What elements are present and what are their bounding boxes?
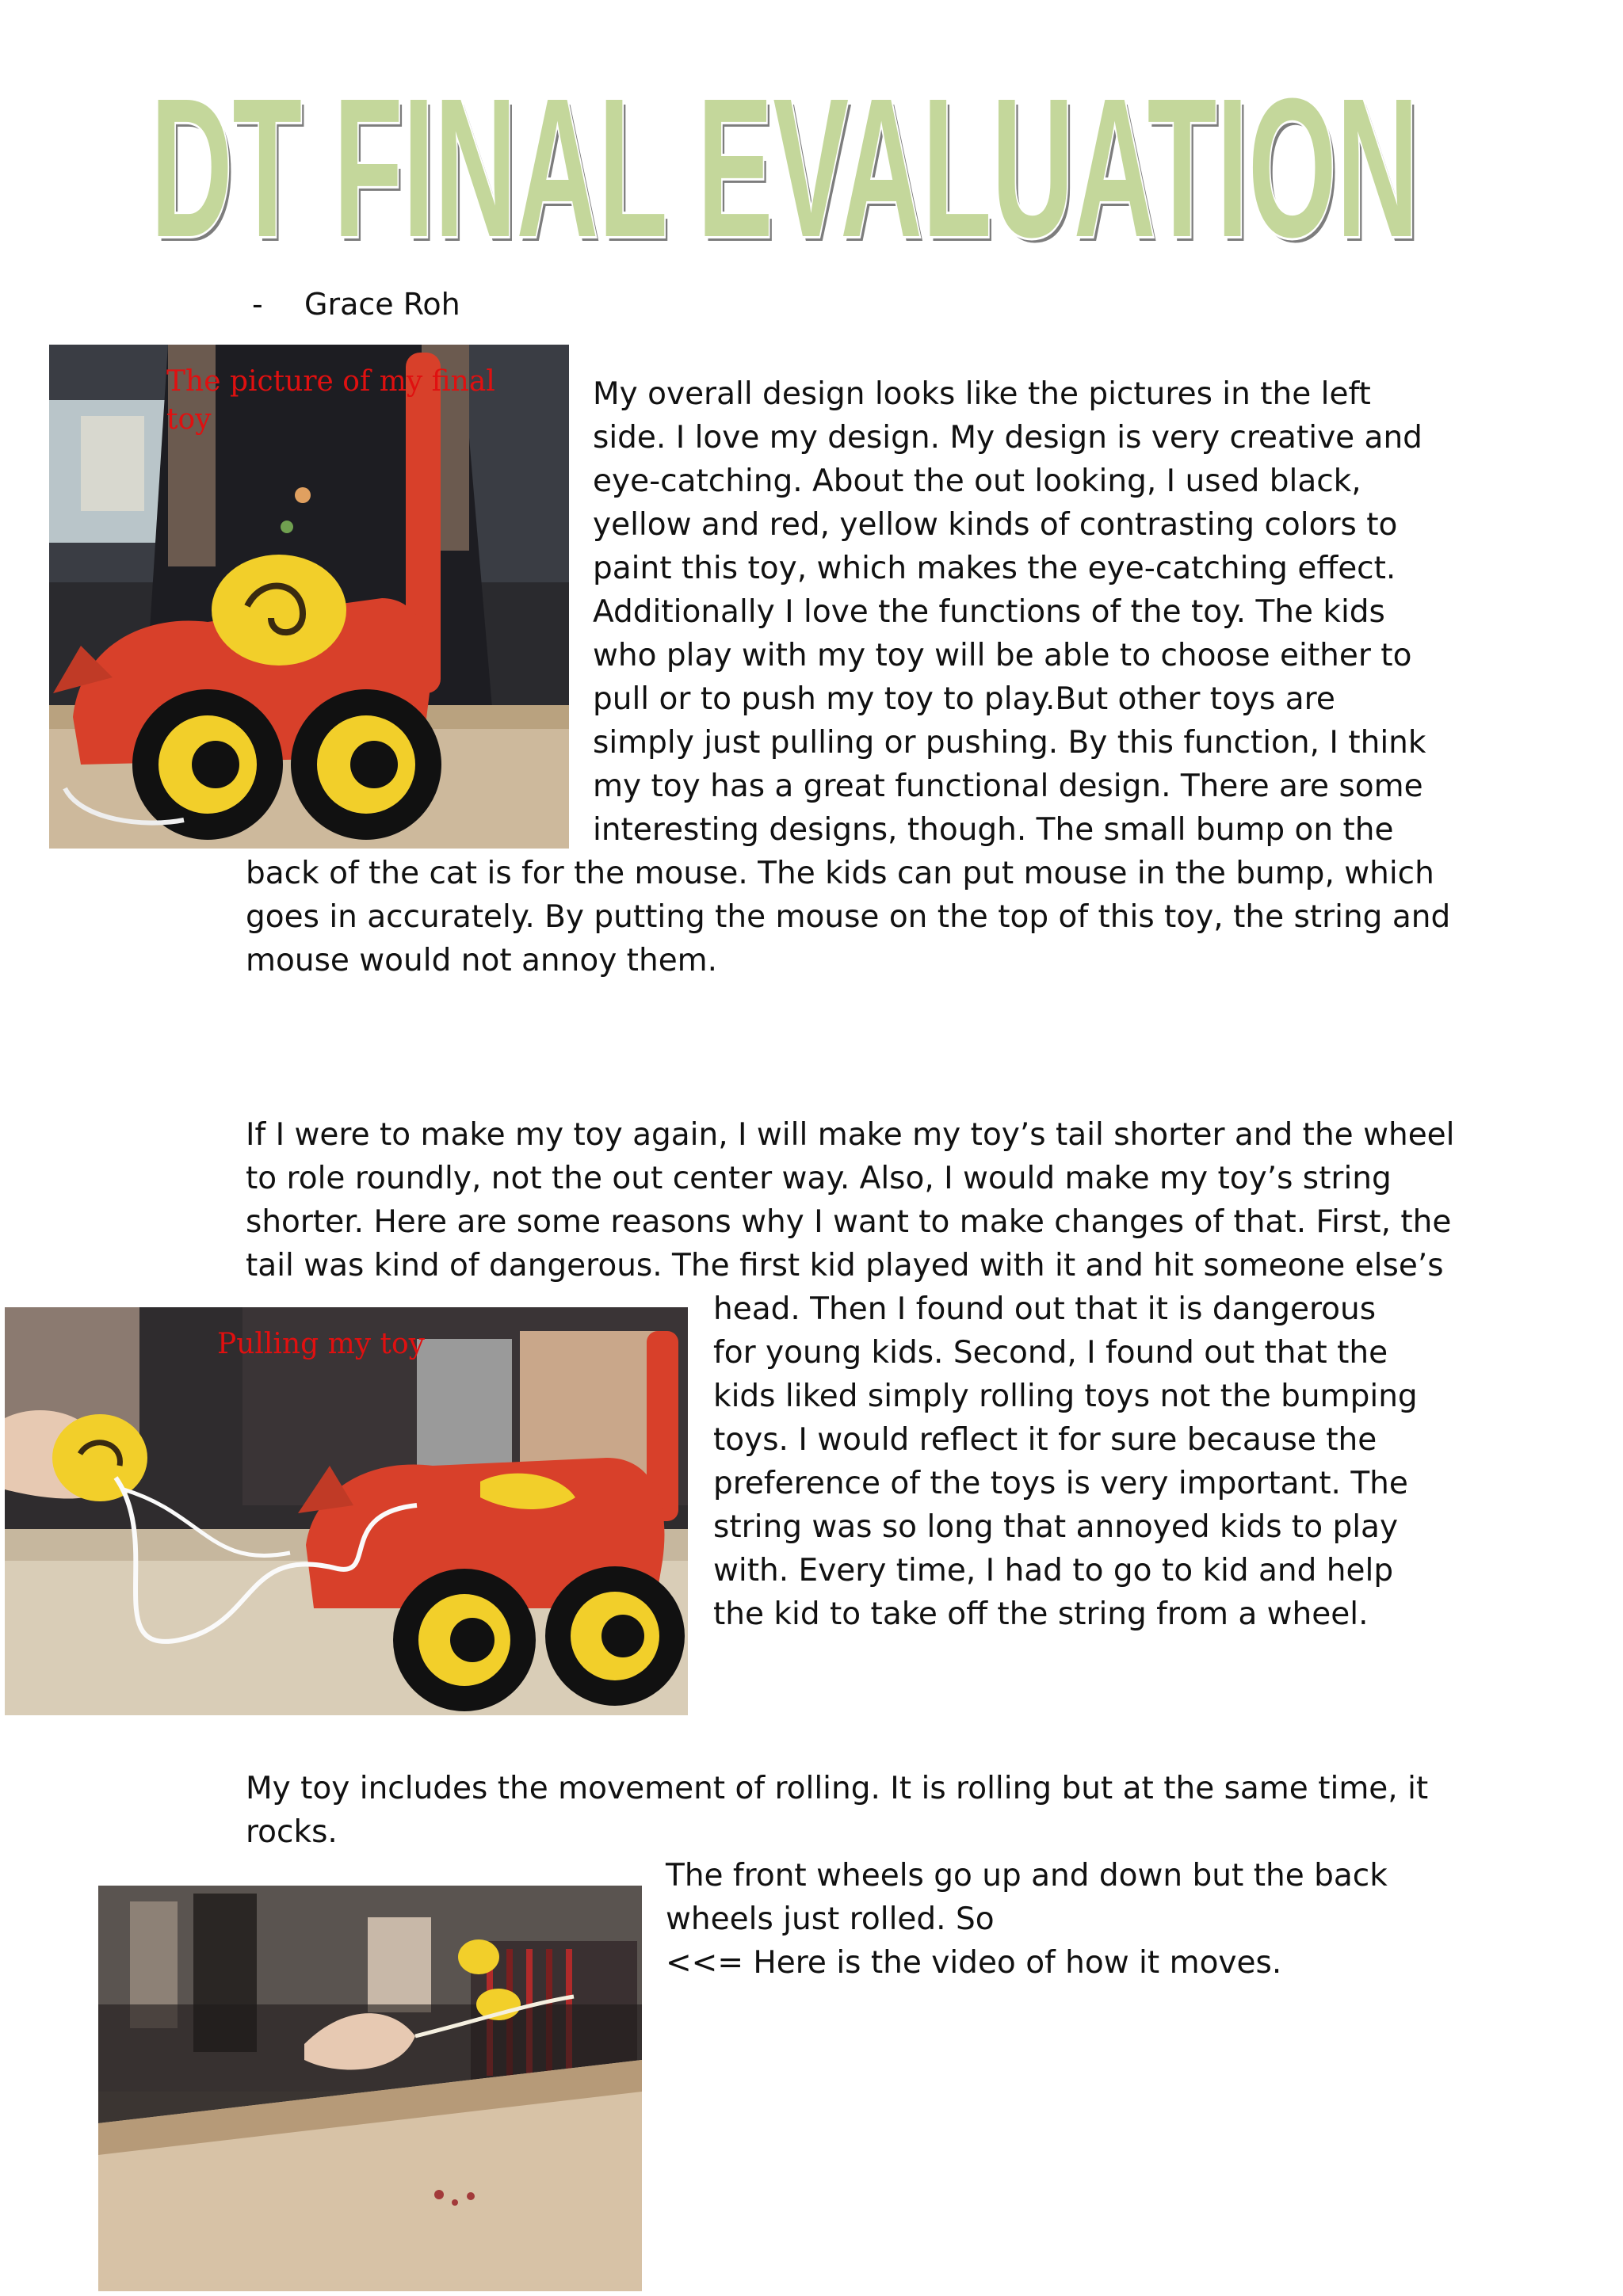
- s2-line: If I were to make my toy again, I will make my toy’s tail shorter and the wheel: [246, 1117, 1455, 1153]
- title-shadow: DT FINAL EVALUATION: [154, 62, 1422, 252]
- s1-line: who play with my toy will be able to choose either to: [593, 638, 1412, 673]
- s1-line: side. I love my design. My design is very creative and: [593, 420, 1423, 456]
- s2-line: preference of the toys is very important. The: [713, 1466, 1408, 1501]
- s1-line: back of the cat is for the mouse. The kids can put mouse in the bump, which: [246, 856, 1434, 891]
- s1-line: eye-catching. About the out looking, I used black,: [593, 463, 1361, 499]
- s3-line: wheels just rolled. So: [666, 1901, 995, 1937]
- page-title: [143, 38, 1426, 252]
- s2-line: with. Every time, I had to go to kid and help: [713, 1553, 1394, 1589]
- s3-line: My toy includes the movement of rolling. It is rolling but at the same time, it: [246, 1771, 1429, 1806]
- s1-line: simply just pulling or pushing. By this function, I think: [593, 725, 1426, 761]
- s1-line: mouse would not annoy them.: [246, 943, 718, 978]
- s3-line: The front wheels go up and down but the back: [666, 1858, 1388, 1894]
- s1-line: goes in accurately. By putting the mouse on the top of this toy, the string and: [246, 899, 1451, 935]
- s2-line: toys. I would reflect it for sure because the: [713, 1422, 1377, 1458]
- author-line: [252, 287, 460, 322]
- pulling-toy-photo: [5, 1307, 688, 1715]
- toy-movement-video[interactable]: [98, 1886, 642, 2291]
- s2-line: for young kids. Second, I found out that the: [713, 1335, 1388, 1371]
- author-name: Grace Roh: [304, 287, 460, 322]
- s1-line: interesting designs, though. The small bump on the: [593, 812, 1394, 848]
- s1-line: yellow and red, yellow kinds of contrasting colors to: [593, 507, 1398, 543]
- s2-line: kids liked simply rolling toys not the bumping: [713, 1379, 1418, 1414]
- s3-line: <<= Here is the video of how it moves.: [666, 1945, 1282, 1981]
- s1-line: My overall design looks like the pictures in the left: [593, 376, 1371, 412]
- s2-line: string was so long that annoyed kids to play: [713, 1509, 1399, 1545]
- s2-line: head. Then I found out that it is dangerous: [713, 1291, 1377, 1327]
- s1-line: pull or to push my toy to play.But other toys are: [593, 681, 1335, 717]
- s2-line: tail was kind of dangerous. The first kid played with it and hit someone else’s: [246, 1248, 1444, 1283]
- section1-paragraph: [0, 372, 1623, 990]
- s2-line: shorter. Here are some reasons why I want to make changes of that. First, the: [246, 1204, 1452, 1240]
- video-frame-image: [98, 1886, 642, 2291]
- s1-line: Additionally I love the functions of the toy. The kids: [593, 594, 1385, 630]
- s2-line: the kid to take off the string from a wheel.: [713, 1596, 1369, 1632]
- photo1-caption: The picture of my final toy: [166, 365, 495, 436]
- pulling-toy-image: [5, 1307, 688, 1715]
- s2-line: to role roundly, not the out center way. Also, I would make my toy’s string: [246, 1161, 1392, 1196]
- photo2-caption: Pulling my toy: [217, 1328, 426, 1360]
- title-wordart: [143, 38, 1426, 252]
- s1-line: paint this toy, which makes the eye-catching effect.: [593, 551, 1396, 586]
- s1-line: my toy has a great functional design. There are some: [593, 769, 1423, 804]
- author-dash: -: [252, 287, 263, 322]
- title-text: DT FINAL EVALUATION: [151, 57, 1419, 252]
- s3-line: rocks.: [246, 1814, 338, 1850]
